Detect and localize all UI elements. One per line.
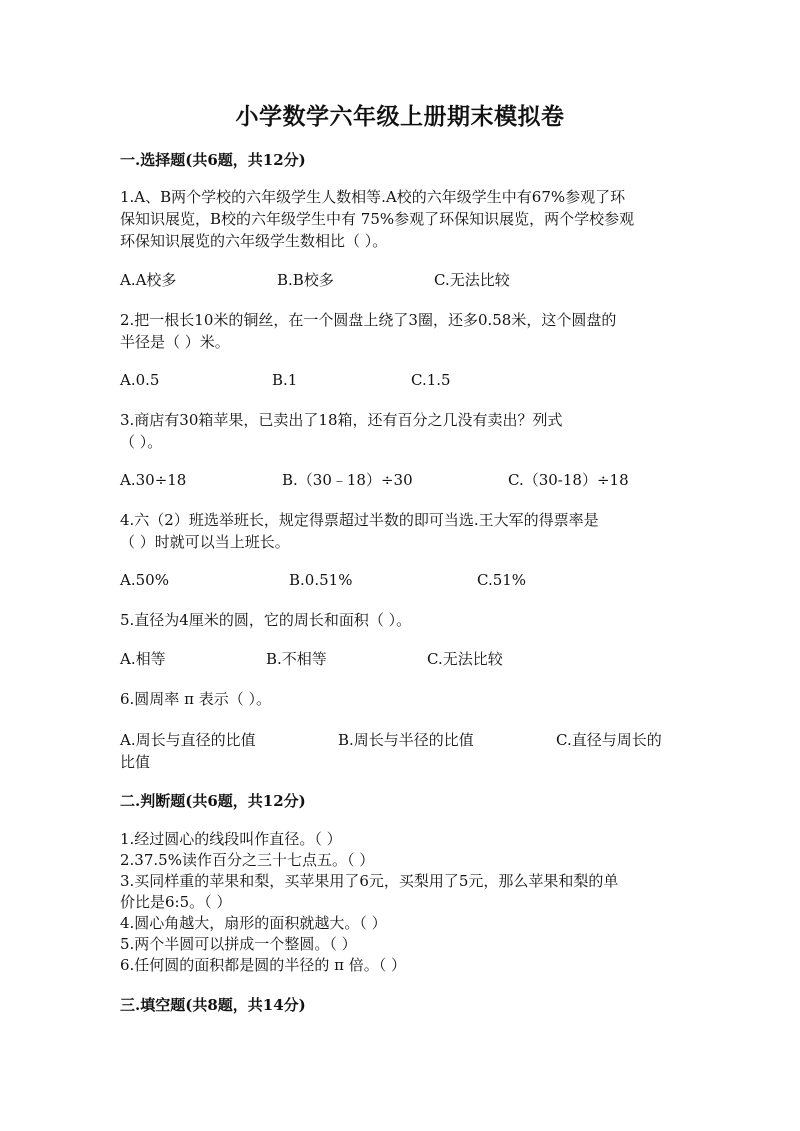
question-4-option-c: C.51%: [477, 571, 527, 589]
question-6-line-1: 6.圆周率 π 表示（ ）。: [120, 690, 271, 708]
question-6-option-a: A.周长与直径的比值: [120, 731, 256, 749]
question-3-option-c: C.（30-18）÷18: [508, 471, 629, 489]
question-4-line-1: 4.六（2）班选举班长，规定得票超过半数的即可当选.王大军的得票率是: [120, 511, 599, 529]
question-2-line-1: 2.把一根长10米的铜丝，在一个圆盘上绕了3圈，还多0.58米，这个圆盘的: [120, 311, 617, 329]
question-3-line-1: 3.商店有30箱苹果，已卖出了18箱，还有百分之几没有卖出？列式: [120, 411, 563, 429]
section-heading-choice: 一.选择题(共6题，共12分): [120, 151, 306, 169]
question-5-line-1: 5.直径为4厘米的圆，它的周长和面积（ ）。: [120, 611, 412, 629]
question-6-option-c: C.直径与周长的: [556, 731, 662, 749]
question-1-line-2: 保知识展览，B校的六年级学生中有 75%参观了环保知识展览，两个学校参观: [120, 210, 635, 228]
question-2-option-a: A.0.5: [120, 371, 160, 389]
question-2-line-2: 半径是（ ）米。: [120, 333, 230, 351]
judgment-item-3-line-1: 3.买同样重的苹果和梨，买苹果用了6元，买梨用了5元，那么苹果和梨的单: [120, 872, 619, 890]
question-5-option-c: C.无法比较: [427, 650, 503, 668]
judgment-item-2: 2.37.5%读作百分之三十七点五。（ ）: [120, 851, 375, 869]
question-3-option-b: B.（30﹣18）÷30: [282, 471, 413, 489]
question-3-line-2: （ ）。: [120, 433, 163, 451]
page-title: 小学数学六年级上册期末模拟卷: [235, 103, 565, 130]
question-1-option-c: C.无法比较: [434, 271, 510, 289]
section-heading-judgment: 二.判断题(共6题，共12分): [120, 792, 306, 810]
question-6-option-c-wrap: 比值: [120, 753, 151, 771]
question-6-option-b: B.周长与半径的比值: [338, 731, 474, 749]
section-heading-fill-in: 三.填空题(共8题，共14分): [120, 996, 306, 1014]
question-1-line-1: 1.A、B两个学校的六年级学生人数相等.A校的六年级学生中有67%参观了环: [120, 188, 626, 206]
question-2-option-b: B.1: [272, 371, 298, 389]
question-2-option-c: C.1.5: [411, 371, 451, 389]
question-4-option-b: B.0.51%: [289, 571, 353, 589]
judgment-item-4: 4.圆心角越大，扇形的面积就越大。（ ）: [120, 914, 387, 932]
question-5-option-a: A.相等: [120, 650, 166, 668]
judgment-item-6: 6.任何圆的面积都是圆的半径的 π 倍。（ ）: [120, 956, 406, 974]
question-5-option-b: B.不相等: [266, 650, 327, 668]
question-1-line-3: 环保知识展览的六年级学生数相比（ ）。: [120, 232, 388, 250]
question-3-option-a: A.30÷18: [120, 471, 187, 489]
judgment-item-3-line-2: 价比是6:5。（ ）: [120, 893, 232, 911]
judgment-item-5: 5.两个半圆可以拼成一个整圆。（ ）: [120, 935, 357, 953]
question-4-option-a: A.50%: [120, 571, 169, 589]
question-1-option-b: B.B校多: [277, 271, 334, 289]
judgment-item-1: 1.经过圆心的线段叫作直径。（ ）: [120, 830, 342, 848]
question-4-line-2: （ ）时就可以当上班长。: [120, 533, 290, 551]
question-1-option-a: A.A校多: [120, 271, 177, 289]
